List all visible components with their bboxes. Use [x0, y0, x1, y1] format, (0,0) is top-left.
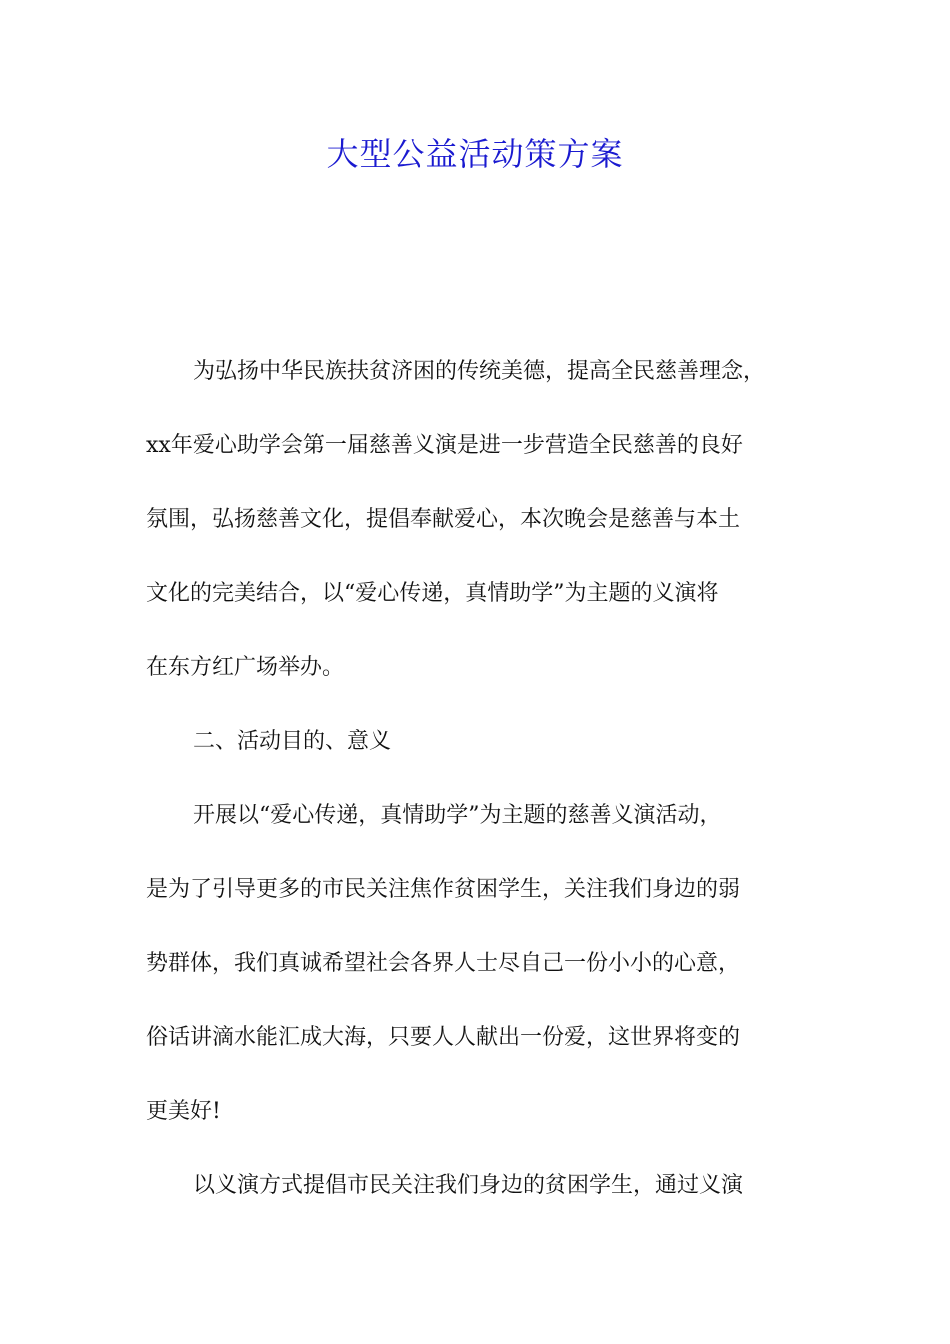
paragraph-line: xx年爱心助学会第一届慈善义演是进一步营造全民慈善的良好 [146, 433, 743, 458]
document-title: 大型公益活动策方案 [326, 135, 624, 173]
paragraph-line: 以义演方式提倡市民关注我们身边的贫困学生，通过义演 [193, 1173, 744, 1198]
paragraph-line: 为弘扬中华民族扶贫济困的传统美德，提高全民慈善理念， [193, 359, 766, 384]
paragraph-line: 开展以“爱心传递，真情助学”为主题的慈善义演活动， [193, 803, 722, 828]
paragraph-line: 在东方红广场举办。 [146, 655, 345, 680]
section-heading [146, 705, 826, 779]
paragraph-line: 更美好! [146, 1099, 221, 1124]
paragraph-line: 是为了引导更多的市民关注焦作贫困学生，关注我们身边的弱 [146, 877, 741, 902]
paragraph-line: 文化的完美结合，以“爱心传递，真情助学”为主题的义演将 [146, 581, 719, 606]
paragraph-line: 氛围，弘扬慈善文化，提倡奉献爱心，本次晚会是慈善与本土 [146, 507, 741, 532]
paragraph-line: 俗话讲滴水能汇成大海，只要人人献出一份爱，这世界将变的 [146, 1025, 741, 1050]
section-heading-text: 二、活动目的、意义 [193, 729, 392, 754]
paragraph-method [146, 1149, 826, 1223]
paragraph-purpose [146, 779, 826, 1149]
document-body [146, 335, 826, 1223]
paragraph-intro [146, 335, 826, 705]
paragraph-line: 势群体，我们真诚希望社会各界人士尽自己一份小小的心意， [146, 951, 741, 976]
